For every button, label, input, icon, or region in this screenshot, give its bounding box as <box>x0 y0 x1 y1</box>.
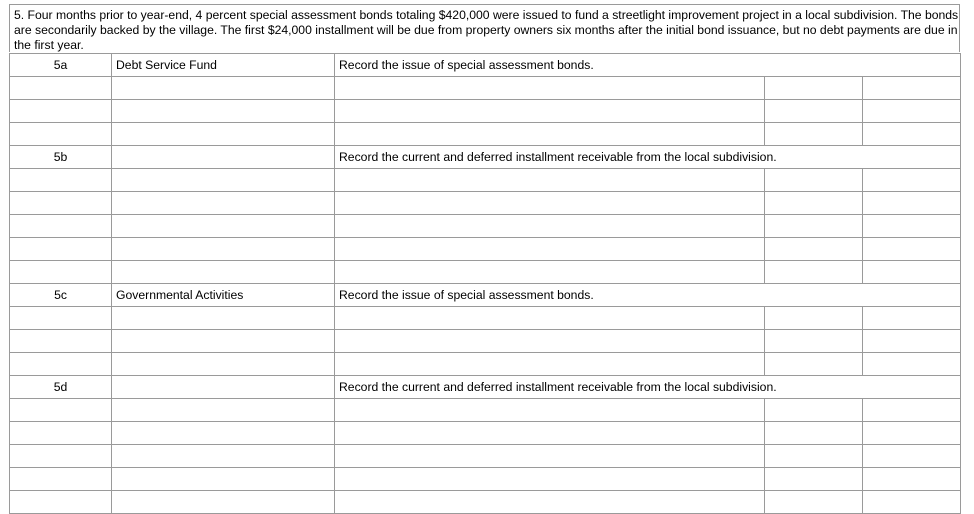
entry-label-cell[interactable] <box>10 353 112 376</box>
entry-label-cell[interactable] <box>10 468 112 491</box>
credit-cell[interactable] <box>863 238 961 261</box>
entry-row <box>10 169 961 192</box>
account-cell[interactable] <box>112 169 335 192</box>
entry-label: 5d <box>10 376 112 399</box>
account-cell[interactable] <box>112 399 335 422</box>
account-title-cell[interactable] <box>335 307 765 330</box>
entry-instruction: Record the issue of special assessment bonds. <box>335 54 961 77</box>
entry-label-cell[interactable] <box>10 445 112 468</box>
entry-instruction: Record the current and deferred installment receivable from the local subdivision. <box>335 376 961 399</box>
credit-cell[interactable] <box>863 422 961 445</box>
entry-row <box>10 330 961 353</box>
entry-row <box>10 307 961 330</box>
debit-cell[interactable] <box>765 261 863 284</box>
entry-label-cell[interactable] <box>10 307 112 330</box>
entry-row <box>10 261 961 284</box>
account-title-cell[interactable] <box>335 330 765 353</box>
debit-cell[interactable] <box>765 123 863 146</box>
entry-row <box>10 399 961 422</box>
account-title-cell[interactable] <box>335 261 765 284</box>
debit-cell[interactable] <box>765 238 863 261</box>
entry-row <box>10 445 961 468</box>
entry-row <box>10 238 961 261</box>
account-cell[interactable] <box>112 192 335 215</box>
entry-label-cell[interactable] <box>10 261 112 284</box>
entry-row-5b <box>10 146 961 169</box>
entry-label-cell[interactable] <box>10 399 112 422</box>
account-title-cell[interactable] <box>335 353 765 376</box>
entry-row <box>10 491 961 514</box>
account-cell[interactable] <box>112 491 335 514</box>
credit-cell[interactable] <box>863 215 961 238</box>
account-cell[interactable] <box>112 261 335 284</box>
account-title-cell[interactable] <box>335 445 765 468</box>
account-cell[interactable] <box>112 468 335 491</box>
entry-label-cell[interactable] <box>10 238 112 261</box>
entry-label-cell[interactable] <box>10 192 112 215</box>
account-cell[interactable] <box>112 353 335 376</box>
account-title-cell[interactable] <box>335 491 765 514</box>
entry-row <box>10 123 961 146</box>
account-cell[interactable] <box>112 123 335 146</box>
account-cell[interactable] <box>112 238 335 261</box>
fund-name: Debt Service Fund <box>112 54 335 77</box>
debit-cell[interactable] <box>765 169 863 192</box>
entry-label-cell[interactable] <box>10 77 112 100</box>
entry-label-cell[interactable] <box>10 330 112 353</box>
credit-cell[interactable] <box>863 192 961 215</box>
credit-cell[interactable] <box>863 468 961 491</box>
entry-label-cell[interactable] <box>10 123 112 146</box>
account-cell[interactable] <box>112 215 335 238</box>
account-cell[interactable] <box>112 422 335 445</box>
account-cell[interactable] <box>112 330 335 353</box>
entry-row <box>10 353 961 376</box>
debit-cell[interactable] <box>765 77 863 100</box>
entry-label: 5b <box>10 146 112 169</box>
account-cell[interactable] <box>112 146 335 169</box>
debit-cell[interactable] <box>765 192 863 215</box>
entry-row-5d <box>10 376 961 399</box>
entry-row <box>10 468 961 491</box>
account-title-cell[interactable] <box>335 399 765 422</box>
entry-label-cell[interactable] <box>10 491 112 514</box>
account-title-cell[interactable] <box>335 123 765 146</box>
account-title-cell[interactable] <box>335 77 765 100</box>
credit-cell[interactable] <box>863 353 961 376</box>
account-title-cell[interactable] <box>335 100 765 123</box>
entry-row <box>10 192 961 215</box>
account-cell[interactable] <box>112 100 335 123</box>
entry-row <box>10 422 961 445</box>
credit-cell[interactable] <box>863 330 961 353</box>
account-cell[interactable] <box>112 445 335 468</box>
debit-cell[interactable] <box>765 422 863 445</box>
entry-label: 5c <box>10 284 112 307</box>
account-title-cell[interactable] <box>335 169 765 192</box>
credit-cell[interactable] <box>863 399 961 422</box>
entry-instruction: Record the issue of special assessment bonds. <box>335 284 961 307</box>
credit-cell[interactable] <box>863 100 961 123</box>
credit-cell[interactable] <box>863 77 961 100</box>
debit-cell[interactable] <box>765 468 863 491</box>
journal-entry-table <box>9 53 961 514</box>
account-title-cell[interactable] <box>335 422 765 445</box>
account-title-cell[interactable] <box>335 238 765 261</box>
entry-instruction: Record the current and deferred installment receivable from the local subdivision. <box>335 146 961 169</box>
debit-cell[interactable] <box>765 445 863 468</box>
account-cell[interactable] <box>112 376 335 399</box>
debit-cell[interactable] <box>765 353 863 376</box>
credit-cell[interactable] <box>863 491 961 514</box>
problem-statement: 5. Four months prior to year-end, 4 percent special assessment bonds totaling $420,000 were issued to fund a streetlight improvement project in a local subdivision. The bonds are secondarily backed by the village. The first $24,000 installment will be due from property owners six months after the initial bond issuance, but no debt payments are due in the first year. <box>9 5 960 52</box>
account-title-cell[interactable] <box>335 192 765 215</box>
entry-row <box>10 215 961 238</box>
credit-cell[interactable] <box>863 261 961 284</box>
debit-cell[interactable] <box>765 215 863 238</box>
entry-label-cell[interactable] <box>10 100 112 123</box>
credit-cell[interactable] <box>863 123 961 146</box>
account-title-cell[interactable] <box>335 215 765 238</box>
account-cell[interactable] <box>112 77 335 100</box>
fund-name: Governmental Activities <box>112 284 335 307</box>
debit-cell[interactable] <box>765 307 863 330</box>
entry-row-5a <box>10 54 961 77</box>
debit-cell[interactable] <box>765 399 863 422</box>
entry-label-cell[interactable] <box>10 169 112 192</box>
credit-cell[interactable] <box>863 445 961 468</box>
debit-cell[interactable] <box>765 100 863 123</box>
entry-label-cell[interactable] <box>10 215 112 238</box>
entry-row-5c <box>10 284 961 307</box>
account-title-cell[interactable] <box>335 468 765 491</box>
debit-cell[interactable] <box>765 491 863 514</box>
credit-cell[interactable] <box>863 307 961 330</box>
entry-label: 5a <box>10 54 112 77</box>
entry-row <box>10 100 961 123</box>
debit-cell[interactable] <box>765 330 863 353</box>
account-cell[interactable] <box>112 307 335 330</box>
entry-row <box>10 77 961 100</box>
entry-label-cell[interactable] <box>10 422 112 445</box>
credit-cell[interactable] <box>863 169 961 192</box>
